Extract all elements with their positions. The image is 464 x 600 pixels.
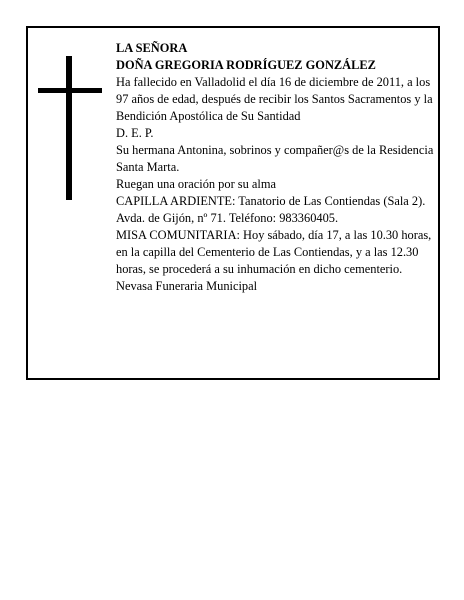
notice-prayer: Ruegan una oración por su alma bbox=[116, 177, 276, 191]
notice-death-paragraph: Ha fallecido en Valladolid el día 16 de diciembre de 2011, a los 97 años de edad, después de recibir los Santos Sacramentos y la Bendición Apostólica de Su Santidad bbox=[116, 75, 433, 123]
cross-horizontal-bar bbox=[38, 88, 102, 93]
obituary-notice bbox=[26, 26, 440, 380]
cross-vertical-bar bbox=[66, 56, 72, 200]
notice-family: Su hermana Antonina, sobrinos y compañer@s de la Residencia Santa Marta. bbox=[116, 143, 434, 174]
notice-deceased-name: DOÑA GREGORIA RODRÍGUEZ GONZÁLEZ bbox=[116, 58, 376, 72]
notice-chapel: CAPILLA ARDIENTE: Tanatorio de Las Contiendas (Sala 2). Avda. de Gijón, nº 71. Teléfono: 983360405. bbox=[116, 194, 426, 225]
notice-dep: D. E. P. bbox=[116, 126, 154, 140]
notice-funeral-home: Nevasa Funeraria Municipal bbox=[116, 279, 258, 293]
notice-text bbox=[116, 40, 434, 295]
notice-title-line1: LA SEÑORA bbox=[116, 41, 188, 55]
cross-icon bbox=[38, 56, 102, 200]
notice-mass: MISA COMUNITARIA: Hoy sábado, día 17, a las 10.30 horas, en la capilla del Cementerio de Las Contiendas, y a las 12.30 horas, se procederá a su inhumación en dicho cementerio. bbox=[116, 228, 432, 276]
